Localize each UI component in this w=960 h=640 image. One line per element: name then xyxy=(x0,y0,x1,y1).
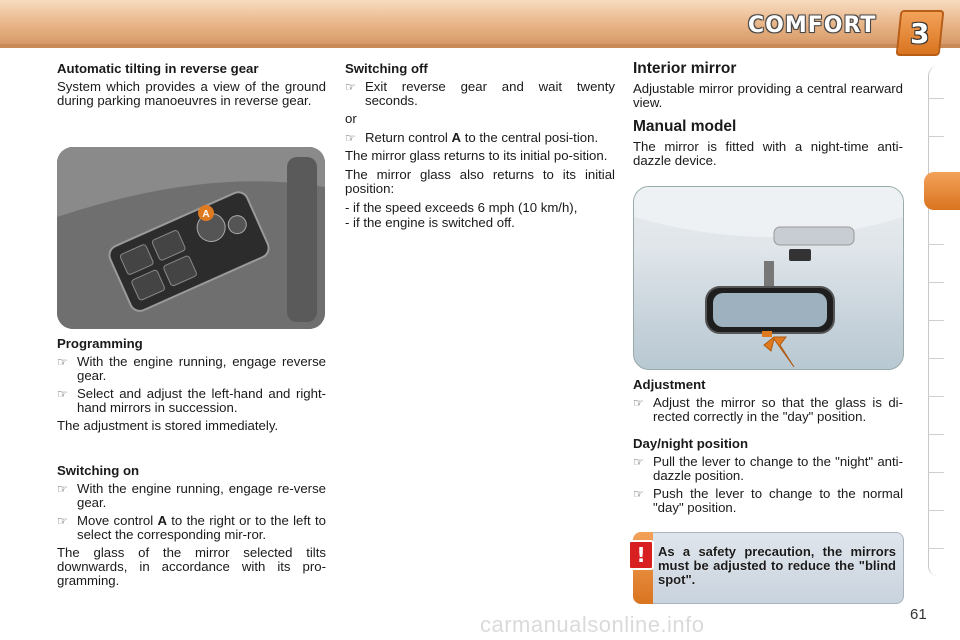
section-heading: Switching on xyxy=(57,463,140,478)
list-item: ☞ Push the lever to change to the normal "day" position. xyxy=(633,486,903,515)
list-item: ☞ With the engine running, engage re-verse gear. xyxy=(57,481,326,510)
paragraph: The mirror glass returns to its initial po-sition. xyxy=(345,148,608,163)
list-item: ☞ Exit reverse gear and wait twenty seconds. xyxy=(345,79,615,108)
list-item: ☞ Move control A to the right or to the left to select the corresponding mir-ror. xyxy=(57,513,326,542)
chapter-title: COMFORT xyxy=(748,13,877,38)
section-heading: Programming xyxy=(57,336,143,351)
page-number: 61 xyxy=(910,606,927,623)
paragraph: The adjustment is stored immediately. xyxy=(57,418,279,433)
thumb-index-tick xyxy=(928,548,944,549)
pointing-hand-icon: ☞ xyxy=(57,387,68,401)
paragraph: The mirror is fitted with a night-time anti-dazzle device. xyxy=(633,139,903,168)
header-rule xyxy=(0,44,960,48)
pointing-hand-icon: ☞ xyxy=(345,80,356,94)
adjustment-section xyxy=(633,378,903,428)
watermark: carmanualsonline.info xyxy=(480,612,705,637)
thumb-index-tick xyxy=(928,434,944,435)
pointing-hand-icon: ☞ xyxy=(633,396,644,410)
list-item: ☞ Pull the lever to change to the "night" anti-dazzle position. xyxy=(633,454,903,483)
paragraph: - if the speed exceeds 6 mph (10 km/h), xyxy=(345,200,578,215)
thumb-index-tick xyxy=(928,136,944,137)
thumb-index-tick xyxy=(928,320,944,321)
pointing-hand-icon: ☞ xyxy=(633,487,644,501)
section-heading: Interior mirror xyxy=(633,60,737,77)
interior-mirror-photo xyxy=(633,186,904,370)
list-item: ☞ Adjust the mirror so that the glass is di-rected correctly in the "day" position. xyxy=(633,395,903,424)
warning-text: As a safety precaution, the mirrors must be adjusted to reduce the "blind spot". xyxy=(658,544,896,587)
pointing-hand-icon: ☞ xyxy=(345,131,356,145)
pointing-hand-icon: ☞ xyxy=(57,482,68,496)
section-heading: Day/night position xyxy=(633,436,749,451)
pointing-hand-icon: ☞ xyxy=(57,355,68,369)
day-night-section xyxy=(633,437,903,519)
thumb-index-tick xyxy=(928,244,944,245)
thumb-index-tick xyxy=(928,282,944,283)
paragraph: - if the engine is switched off. xyxy=(345,215,515,230)
pointing-hand-icon: ☞ xyxy=(633,455,644,469)
section-heading: Automatic tilting in reverse gear xyxy=(57,61,259,76)
paragraph: The glass of the mirror selected tilts downwards, in accordance with its pro-gramming. xyxy=(57,545,326,588)
thumb-index-tick xyxy=(928,472,944,473)
door-switch-panel-photo xyxy=(57,147,325,329)
right-column xyxy=(633,62,903,173)
paragraph: System which provides a view of the ground during parking manoeuvres in reverse gear. xyxy=(57,79,326,108)
thumb-index-tick xyxy=(928,396,944,397)
paragraph: or xyxy=(345,111,357,126)
paragraph: The mirror glass also returns to its initial position: xyxy=(345,167,615,196)
thumb-index-tick xyxy=(928,510,944,511)
programming-section xyxy=(57,337,326,438)
list-item: ☞ With the engine running, engage reverse gear. xyxy=(57,354,326,383)
thumb-index xyxy=(928,66,947,576)
section-heading: Adjustment xyxy=(633,377,706,392)
pointing-hand-icon: ☞ xyxy=(57,514,68,528)
switching-on-section xyxy=(57,464,326,593)
section-heading: Manual model xyxy=(633,118,737,135)
paragraph: Adjustable mirror providing a central rearward view. xyxy=(633,81,903,110)
middle-column xyxy=(345,62,615,235)
chapter-number-tab xyxy=(896,10,945,56)
control-a-label: A xyxy=(202,209,210,220)
thumb-index-tick xyxy=(928,358,944,359)
list-item: ☞ Return control A to the central posi-tion. xyxy=(345,130,599,145)
thumb-index-active-tab[interactable] xyxy=(924,172,960,210)
left-column xyxy=(57,62,326,113)
chapter-number: 3 xyxy=(910,16,930,50)
list-item: ☞ Select and adjust the left-hand and right-hand mirrors in succession. xyxy=(57,386,326,415)
thumb-index-tick xyxy=(928,98,944,99)
section-heading: Switching off xyxy=(345,61,428,76)
warning-exclamation-icon: ! xyxy=(628,540,654,570)
